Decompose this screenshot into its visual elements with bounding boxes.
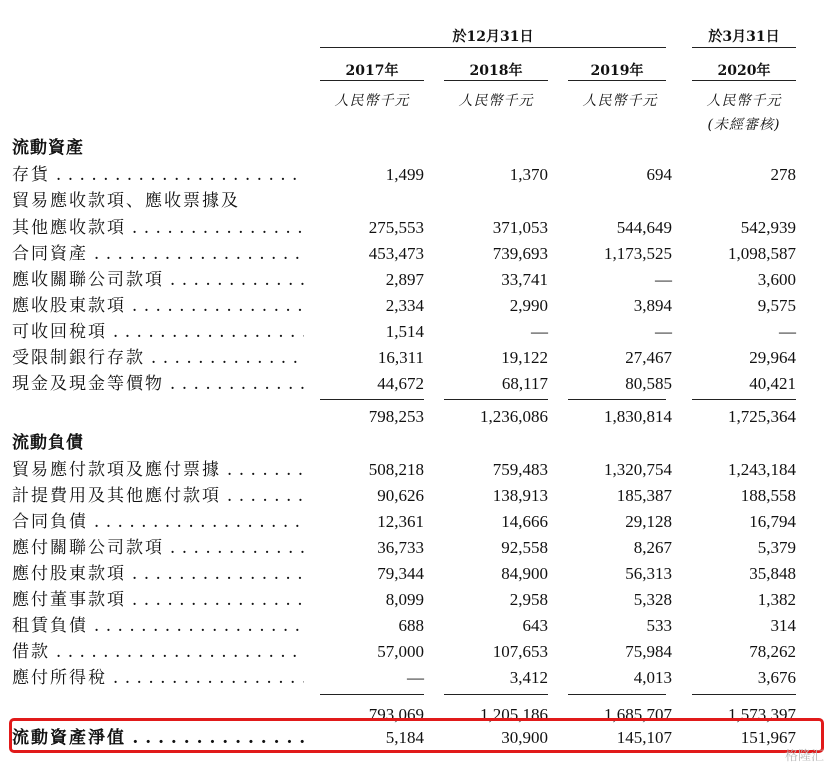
value-2020: 278 bbox=[770, 165, 796, 184]
table-row bbox=[0, 268, 830, 292]
value-2020: 542,939 bbox=[740, 218, 796, 237]
value-2017: 16,311 bbox=[377, 348, 424, 367]
value-2020: 16,794 bbox=[749, 512, 796, 531]
value-2017: 2,897 bbox=[385, 270, 424, 289]
table-row bbox=[0, 458, 830, 482]
row-label: 合同資產 . . . bbox=[12, 242, 304, 266]
section-heading: 流動負債 bbox=[12, 433, 84, 453]
unit-2020: 人民幣千元 bbox=[706, 93, 782, 109]
value-2018: 2,958 bbox=[509, 590, 548, 609]
net-2019: 145,107 bbox=[616, 728, 672, 747]
value-2017: 57,000 bbox=[377, 642, 424, 661]
value-2018: 3,412 bbox=[509, 668, 548, 687]
value-2018: 14,666 bbox=[501, 512, 548, 531]
value-2020: 78,262 bbox=[749, 642, 796, 661]
subtotal-rule bbox=[320, 399, 424, 400]
row-label: 可收回稅項 . . . bbox=[12, 320, 304, 344]
current-liabilities-heading-row bbox=[0, 431, 830, 455]
table-row bbox=[0, 294, 830, 318]
value-2018: — bbox=[531, 322, 548, 341]
table-row bbox=[0, 189, 830, 213]
table-row bbox=[0, 372, 830, 396]
table-row bbox=[0, 484, 830, 508]
year-rule-2019 bbox=[568, 80, 666, 81]
table-row bbox=[0, 242, 830, 266]
table-row bbox=[0, 216, 830, 240]
section-heading: 流動資產 bbox=[12, 138, 84, 158]
value-2018: 1,370 bbox=[509, 165, 548, 184]
row-label: 合同負債 . . . bbox=[12, 510, 304, 534]
value-2017: 36,733 bbox=[377, 538, 424, 557]
row-label: 應收關聯公司款項 . . . bbox=[12, 268, 304, 292]
unit-2017: 人民幣千元 bbox=[334, 93, 410, 109]
subtotal-rule bbox=[444, 694, 548, 695]
total-2017: 793,069 bbox=[368, 705, 424, 724]
table-row bbox=[0, 346, 830, 370]
value-2017: — bbox=[407, 668, 424, 687]
value-2017: 12,361 bbox=[377, 512, 424, 531]
value-2018: 138,913 bbox=[492, 486, 548, 505]
total-2019: 1,685,707 bbox=[604, 705, 672, 724]
header-mar31: 於3月31日 bbox=[708, 29, 780, 45]
value-2019: 1,173,525 bbox=[604, 244, 672, 263]
value-2018: 739,693 bbox=[492, 244, 548, 263]
subtotal-rule bbox=[444, 399, 548, 400]
row-label: 受限制銀行存款 . . . bbox=[12, 346, 304, 370]
value-2017: 79,344 bbox=[377, 564, 424, 583]
subtotal-rule bbox=[568, 399, 666, 400]
value-2019: 8,267 bbox=[633, 538, 672, 557]
subtotal-rule bbox=[692, 694, 796, 695]
value-2018: 2,990 bbox=[509, 296, 548, 315]
row-label: 應付股東款項 . . . bbox=[12, 562, 304, 586]
value-2020: 314 bbox=[770, 616, 796, 635]
net-2020: 151,967 bbox=[740, 728, 796, 747]
watermark: 格隆汇 bbox=[784, 749, 824, 764]
value-2019: 80,585 bbox=[625, 374, 672, 393]
table-row bbox=[0, 320, 830, 344]
total-2017: 798,253 bbox=[368, 407, 424, 426]
row-label: 貿易應付款項及應付票據 . . . bbox=[12, 458, 304, 482]
subtotal-rule bbox=[568, 694, 666, 695]
year-2018: 2018年 bbox=[469, 63, 523, 79]
value-2019: 185,387 bbox=[616, 486, 672, 505]
current-assets-heading-row bbox=[0, 136, 830, 160]
value-2020: 40,421 bbox=[749, 374, 796, 393]
total-2019: 1,830,814 bbox=[604, 407, 672, 426]
table-row bbox=[0, 536, 830, 560]
value-2020: 1,382 bbox=[757, 590, 796, 609]
value-2018: 84,900 bbox=[501, 564, 548, 583]
value-2018: 68,117 bbox=[501, 374, 548, 393]
value-2020: 29,964 bbox=[749, 348, 796, 367]
year-2019: 2019年 bbox=[590, 63, 644, 79]
value-2019: 1,320,754 bbox=[604, 460, 672, 479]
value-2017: 1,499 bbox=[385, 165, 424, 184]
value-2017: 8,099 bbox=[385, 590, 424, 609]
net-2017: 5,184 bbox=[385, 728, 424, 747]
subtotal-rule bbox=[320, 694, 424, 695]
value-2019: 533 bbox=[646, 616, 672, 635]
value-2017: 2,334 bbox=[385, 296, 424, 315]
row-label: 租賃負債 . . . bbox=[12, 614, 304, 638]
highlight-box bbox=[9, 718, 824, 753]
total-2018: 1,205,186 bbox=[480, 705, 548, 724]
value-2020: 3,600 bbox=[757, 270, 796, 289]
value-2018: 371,053 bbox=[492, 218, 548, 237]
value-2019: 75,984 bbox=[625, 642, 672, 661]
value-2019: 4,013 bbox=[633, 668, 672, 687]
row-label: 流動資產淨值 . . . bbox=[12, 726, 304, 750]
table-row bbox=[0, 588, 830, 612]
year-2020: 2020年 bbox=[717, 63, 771, 79]
subtotal-rule bbox=[692, 399, 796, 400]
table-row bbox=[0, 666, 830, 690]
value-2020: 5,379 bbox=[757, 538, 796, 557]
value-2020: 1,243,184 bbox=[728, 460, 796, 479]
table-row bbox=[0, 640, 830, 664]
row-label: 貿易應收款項、應收票據及 bbox=[12, 191, 240, 211]
value-2020: — bbox=[779, 322, 796, 341]
row-label: 應付董事款項 . . . bbox=[12, 588, 304, 612]
value-2017: 90,626 bbox=[377, 486, 424, 505]
value-2020: 3,676 bbox=[757, 668, 796, 687]
value-2019: — bbox=[655, 270, 672, 289]
value-2018: 92,558 bbox=[501, 538, 548, 557]
table-row bbox=[0, 614, 830, 638]
value-2018: 643 bbox=[522, 616, 548, 635]
value-2019: 5,328 bbox=[633, 590, 672, 609]
value-2017: 508,218 bbox=[368, 460, 424, 479]
current-assets-total-row bbox=[0, 405, 830, 429]
unit-2019: 人民幣千元 bbox=[582, 93, 658, 109]
value-2019: 27,467 bbox=[625, 348, 672, 367]
value-2019: 29,128 bbox=[625, 512, 672, 531]
header-dec31: 於12月31日 bbox=[452, 29, 534, 45]
row-label: 存貨 . . . bbox=[12, 163, 304, 187]
unaudited-note: (未經審核) bbox=[707, 117, 781, 133]
value-2020: 188,558 bbox=[740, 486, 796, 505]
value-2018: 33,741 bbox=[501, 270, 548, 289]
table-row bbox=[0, 562, 830, 586]
total-2020: 1,725,364 bbox=[728, 407, 796, 426]
table-row bbox=[0, 510, 830, 534]
header-dec31-rule bbox=[320, 47, 666, 48]
row-label: 應付所得稅 . . . bbox=[12, 666, 304, 690]
row-label: 其他應收款項 . . . bbox=[12, 216, 304, 240]
value-2020: 35,848 bbox=[749, 564, 796, 583]
total-2018: 1,236,086 bbox=[480, 407, 548, 426]
row-label: 應付關聯公司款項 . . . bbox=[12, 536, 304, 560]
value-2019: — bbox=[655, 322, 672, 341]
net-2018: 30,900 bbox=[501, 728, 548, 747]
value-2019: 694 bbox=[646, 165, 672, 184]
table-row bbox=[0, 163, 830, 187]
value-2017: 453,473 bbox=[368, 244, 424, 263]
value-2018: 19,122 bbox=[501, 348, 548, 367]
row-label: 應收股東款項 . . . bbox=[12, 294, 304, 318]
value-2020: 1,098,587 bbox=[728, 244, 796, 263]
header-mar31-rule bbox=[692, 47, 796, 48]
total-2020: 1,573,397 bbox=[728, 705, 796, 724]
unit-2018: 人民幣千元 bbox=[458, 93, 534, 109]
row-label: 借款 . . . bbox=[12, 640, 304, 664]
year-2017: 2017年 bbox=[345, 63, 399, 79]
row-label: 現金及現金等價物 . . . bbox=[12, 372, 304, 396]
row-label: 計提費用及其他應付款項 . . . bbox=[12, 484, 304, 508]
value-2019: 56,313 bbox=[625, 564, 672, 583]
value-2017: 275,553 bbox=[368, 218, 424, 237]
value-2017: 44,672 bbox=[377, 374, 424, 393]
year-rule-2018 bbox=[444, 80, 548, 81]
year-rule-2020 bbox=[692, 80, 796, 81]
value-2017: 688 bbox=[398, 616, 424, 635]
value-2018: 107,653 bbox=[492, 642, 548, 661]
value-2019: 3,894 bbox=[633, 296, 672, 315]
value-2018: 759,483 bbox=[492, 460, 548, 479]
value-2020: 9,575 bbox=[757, 296, 796, 315]
value-2019: 544,649 bbox=[616, 218, 672, 237]
year-rule-2017 bbox=[320, 80, 424, 81]
value-2017: 1,514 bbox=[385, 322, 424, 341]
